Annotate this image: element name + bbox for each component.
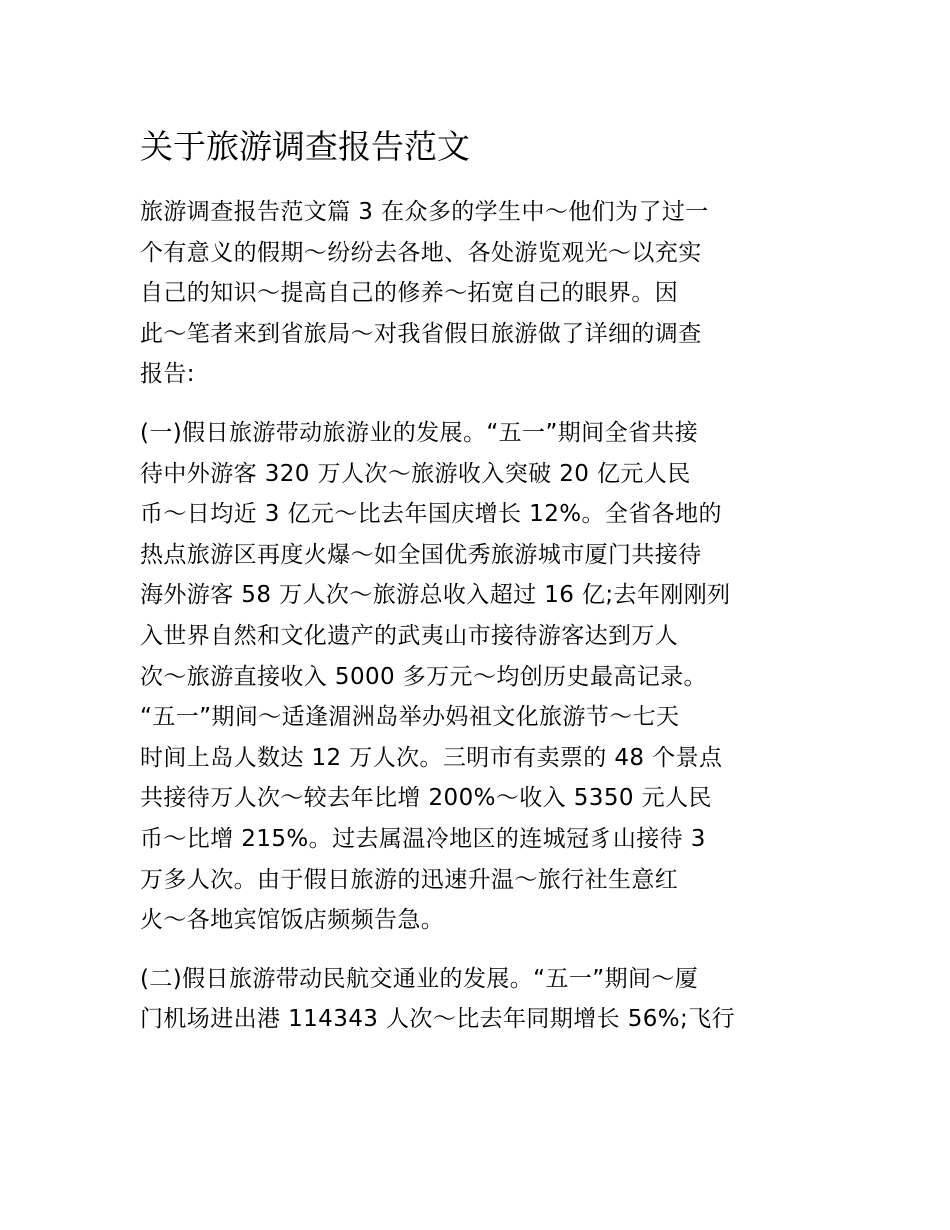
paragraph-line: 海外游客 58 万人次～旅游总收入超过 16 亿;去年刚刚列 — [140, 582, 731, 609]
paragraph-line: 待中外游客 320 万人次～旅游收入突破 20 亿元人民 — [140, 460, 691, 487]
paragraph-line: 此～笔者来到省旅局～对我省假日旅游做了详细的调查 — [140, 320, 702, 347]
paragraph-line: 旅游调查报告范文篇 3 在众多的学生中～他们为了过一 — [140, 199, 709, 225]
paragraph-line: 共接待万人次～较去年比增 200%～收入 5350 元人民 — [140, 785, 712, 812]
paragraph-line: 个有意义的假期～纷纷去各地、各处游览观光～以充实 — [140, 239, 702, 266]
paragraph-line: 自己的知识～提高自己的修养～拓宽自己的眼界。因 — [140, 280, 679, 307]
paragraph-line: 报告: — [140, 361, 195, 388]
document-title: 关于旅游调查报告范文 — [140, 127, 470, 166]
paragraph — [140, 413, 820, 941]
paragraph-line: 次～旅游直接收入 5000 多万元～均创历史最高记录。 — [140, 663, 707, 690]
paragraph-line: “五一”期间～适逢湄洲岛举办妈祖文化旅游节～七天 — [140, 704, 680, 731]
document-body — [140, 192, 820, 1040]
paragraph — [140, 192, 820, 395]
paragraph — [140, 959, 820, 1040]
paragraph-line: 门机场进出港 114343 人次～比去年同期增长 56%;飞行 — [140, 1006, 736, 1033]
paragraph-line: 币～比增 215%。过去属温冷地区的连城冠豸山接待 3 — [140, 825, 706, 852]
paragraph-line: 入世界自然和文化遗产的武夷山市接待游客达到万人 — [140, 622, 679, 649]
paragraph-line: 万多人次。由于假日旅游的迅速升温～旅行社生意红 — [140, 866, 679, 893]
paragraph-line: 币～日均近 3 亿元～比去年国庆增长 12%。全省各地的 — [140, 501, 722, 528]
paragraph-line: (二)假日旅游带动民航交通业的发展。“五一”期间～厦 — [140, 965, 699, 992]
paragraph-line: 火～各地宾馆饭店频频告急。 — [140, 907, 445, 934]
document-page — [140, 118, 820, 1058]
paragraph-line: 时间上岛人数达 12 万人次。三明市有卖票的 48 个景点 — [140, 744, 723, 771]
paragraph-line: (一)假日旅游带动旅游业的发展。“五一”期间全省共接 — [140, 419, 699, 446]
paragraph-line: 热点旅游区再度火爆～如全国优秀旅游城市厦门共接待 — [140, 541, 702, 568]
